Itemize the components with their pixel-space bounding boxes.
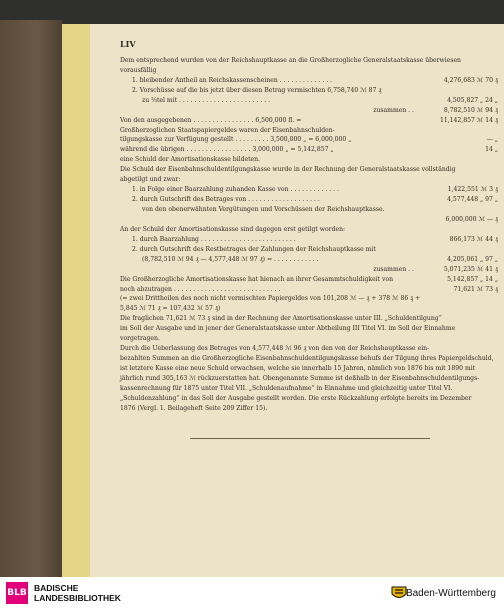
text-line <box>120 205 498 215</box>
line-amount: 14 „ <box>485 146 498 154</box>
line-text: 2. durch Gutschrift des Betrages von . . . . . . . . . . . . . . . . . . . <box>132 196 320 204</box>
text-line <box>120 66 498 76</box>
closing-rule <box>190 438 430 439</box>
line-amount <box>420 294 498 304</box>
blb-logo[interactable]: BLB <box>6 582 28 604</box>
text-line <box>120 235 498 245</box>
line-text: eine Schuld der Amortisationskasse bildeten. <box>120 156 260 164</box>
line-text: 2. Vorschüsse auf die bis jetzt über diesen Betrag vermischten 6,758,740 ℳ 87 ₰ <box>132 86 382 94</box>
line-text: 1. bleibender Antheil an Reichskassenscheinen . . . . . . . . . . . . . . <box>132 76 333 84</box>
line-text: tilgungskasse zur Verfügung gestellt . . . . . . . . . 3,500,000 „ = 6,000,000 „ <box>120 136 352 144</box>
line-amount <box>420 245 498 255</box>
text-line <box>120 185 498 195</box>
line-text: Durch die Ueberlassung des Betrages von 4,577,448 ℳ 96 ₰ von den von der Reichshauptkasse ein- <box>120 345 430 353</box>
line-amount <box>420 66 498 76</box>
text-line <box>120 354 498 364</box>
page-content <box>120 40 498 439</box>
line-text: (8,782,510 ℳ 94 ₰ — 4,577,448 ℳ 97 ₰) = . . . . . . . . . . . . <box>142 255 319 263</box>
line-amount <box>479 374 498 384</box>
line-text: 1. durch Baarzahlung . . . . . . . . . . . . . . . . . . . . . . . . . <box>132 235 296 243</box>
line-text: Von den ausgegebenen . . . . . . . . . . . . . . . . 6,500,000 fl. = <box>120 116 302 124</box>
text-line <box>120 275 498 285</box>
text-line <box>120 285 498 295</box>
line-text: 5,845 ℳ 71 ₰ = 107,432 ℳ 57 ₰) <box>120 305 221 313</box>
text-line <box>120 314 498 324</box>
line-text <box>120 215 420 225</box>
text-line <box>120 324 498 334</box>
line-amount <box>420 304 498 314</box>
line-text: abgetilgt und zwar: <box>120 176 181 184</box>
text-line <box>120 155 498 165</box>
line-amount <box>420 175 498 185</box>
line-text: Die Großherzogliche Amortisationskasse hat hienach an ihrer Gesammtschuldigkeit von <box>120 275 394 283</box>
line-amount <box>420 404 498 414</box>
line-amount <box>456 165 498 175</box>
text-line <box>120 135 498 145</box>
bw-label: Baden-Württemberg <box>405 588 496 599</box>
text-line <box>120 195 498 205</box>
text-lines <box>120 56 498 414</box>
line-amount: — „ <box>486 136 498 144</box>
line-text: Dem entsprechend wurden von der Reichshauptkasse an die Großherzogliche Generalstaatskasse überwiesen <box>120 56 461 64</box>
line-amount <box>420 334 498 344</box>
line-amount: 8,782,510 ℳ 94 ₰ <box>443 106 498 114</box>
text-line <box>120 304 498 314</box>
line-text: 2. durch Gutschrift des Restbetrages der Zahlungen der Reichshauptkasse mit <box>132 245 376 253</box>
text-line <box>120 344 498 354</box>
line-amount <box>420 126 498 136</box>
text-line <box>120 334 498 344</box>
book-cover-edge <box>0 20 62 577</box>
line-amount <box>442 314 498 324</box>
line-text: „Schuldenzahlung“ in das Soll der Ausgabe gestellt worden. Die erste Rückzahlung erfolgte bereits im Dezember <box>120 394 472 402</box>
line-amount <box>429 344 498 354</box>
text-line <box>120 86 498 96</box>
line-amount <box>475 364 498 374</box>
text-line <box>120 225 498 235</box>
line-text: vorgetragen. <box>120 335 160 343</box>
text-line <box>120 76 498 86</box>
line-text: ist letztere Kasse eine neue Schuld erwachsen, welche sie innerhalb 15 Jahren, nämlich von 1876 bis mit 1890 mit <box>120 365 476 373</box>
line-text: 1. in Folge einer Baarzahlung zuhanden Kasse von . . . . . . . . . . . . . <box>132 186 339 194</box>
text-line <box>120 56 498 66</box>
line-amount: 866,173 ℳ 44 ₰ <box>449 235 498 243</box>
line-amount <box>420 225 498 235</box>
line-amount: 4,205,061 „ 97 „ <box>447 255 498 263</box>
line-amount <box>471 394 498 404</box>
text-line <box>120 374 498 384</box>
line-text: zusammen . . <box>373 265 414 273</box>
text-line <box>120 394 498 404</box>
line-amount: 5,071,235 ℳ 41 ₰ <box>443 265 498 273</box>
line-amount: 4,505,827 „ 24 „ <box>447 96 498 104</box>
line-text: 1876 (Vergl. 1. Beilageheft Seite 209 Ziffer 15). <box>120 404 268 412</box>
page-margin-strip <box>62 24 90 577</box>
line-text: während die übrigen . . . . . . . . . . . . . . . . . 3,000,000 „ = 5,142,857 „ <box>120 146 334 154</box>
line-amount: 1,422,551 ℳ 3 ₰ <box>447 186 498 194</box>
line-amount <box>420 155 498 165</box>
line-amount <box>455 324 498 334</box>
line-amount <box>420 86 498 96</box>
text-line <box>120 404 498 414</box>
text-line <box>120 126 498 136</box>
line-text: vorausfällig <box>120 66 157 74</box>
page-number: LIV <box>120 39 136 49</box>
line-amount <box>494 354 498 364</box>
text-line <box>120 364 498 374</box>
line-amount: 11,142,857 ℳ 14 ₰ <box>439 116 498 124</box>
line-amount <box>420 205 498 215</box>
text-line <box>120 116 498 126</box>
line-text: Die fraglichen 71,621 ℳ 73 ₰ sind in der Rechnung der Amortisationskasse unter III. „Schuldentilgung“ <box>120 315 442 323</box>
text-line <box>120 96 498 106</box>
line-text: An der Schuld der Amortisationskasse sind dagegen erst getilgt worden: <box>120 225 346 233</box>
line-amount: 5,142,857 „ 14 „ <box>447 275 498 283</box>
text-line <box>120 145 498 155</box>
text-line <box>120 384 498 394</box>
line-amount: 71,621 ℳ 73 ₰ <box>453 285 498 293</box>
line-text: bezahlten Summen an die Großherzogliche Eisenbahnschuldentilgungskasse behufs der Tilgung ihres Papiergeldschuld, <box>120 355 494 363</box>
blb-name: BADISCHE LANDESBIBLIOTHEK <box>34 583 121 603</box>
text-line <box>120 265 498 275</box>
line-text: kassenrechnung für 1875 unter Titel VII. „Schuldenaufnahme“ in Einnahme und gleichzeitig unter Titel VI. <box>120 384 453 392</box>
line-amount <box>452 384 498 394</box>
footer-bar <box>0 577 504 609</box>
line-amount: 4,577,448 „ 97 „ <box>447 196 498 204</box>
line-amount: 4,276,683 ℳ 70 ₰ <box>443 76 498 84</box>
text-line <box>120 175 498 185</box>
line-text: noch abzutragen . . . . . . . . . . . . . . . . . . . . . . . . . . . . <box>120 285 281 293</box>
line-text: im Soll der Ausgabe und in jener der Generalstaatskasse unter Abtheilung III Titel VI. im Soll der Einnahme <box>120 325 456 333</box>
text-line <box>120 294 498 304</box>
text-line <box>120 106 498 116</box>
line-text: Großherzoglichen Staatspapiergeldes waren der Eisenbahnschulden- <box>120 126 335 134</box>
text-line <box>120 245 498 255</box>
line-text: zu ⅔tel mit . . . . . . . . . . . . . . . . . . . . . . . . <box>142 96 271 104</box>
line-text: zusammen . . <box>373 106 414 114</box>
line-amount: 6,000,000 ℳ — ₰ <box>445 215 498 223</box>
line-text: Die Schuld der Eisenbahnschuldentilgungskasse wurde in der Rechnung der Generalstaatskasse vollständig <box>120 166 456 174</box>
line-text: jährlich rund 305,163 ℳ rückzuerstatten hat. Obengenannte Summe ist deßhalb in der Eisenbahnschuldentilgungs- <box>120 374 480 382</box>
text-line <box>120 215 498 225</box>
text-line <box>120 255 498 265</box>
line-amount <box>461 56 498 66</box>
text-line <box>120 165 498 175</box>
line-text: (= zwei Drittheilen des noch nicht vermischten Papiergeldes von 101,208 ℳ — ₰ + 378 ℳ 86 ₰ + <box>120 295 421 303</box>
line-text: von den obenerwähnten Vergütungen und Vorschüssen der Reichshauptkasse. <box>142 206 385 214</box>
